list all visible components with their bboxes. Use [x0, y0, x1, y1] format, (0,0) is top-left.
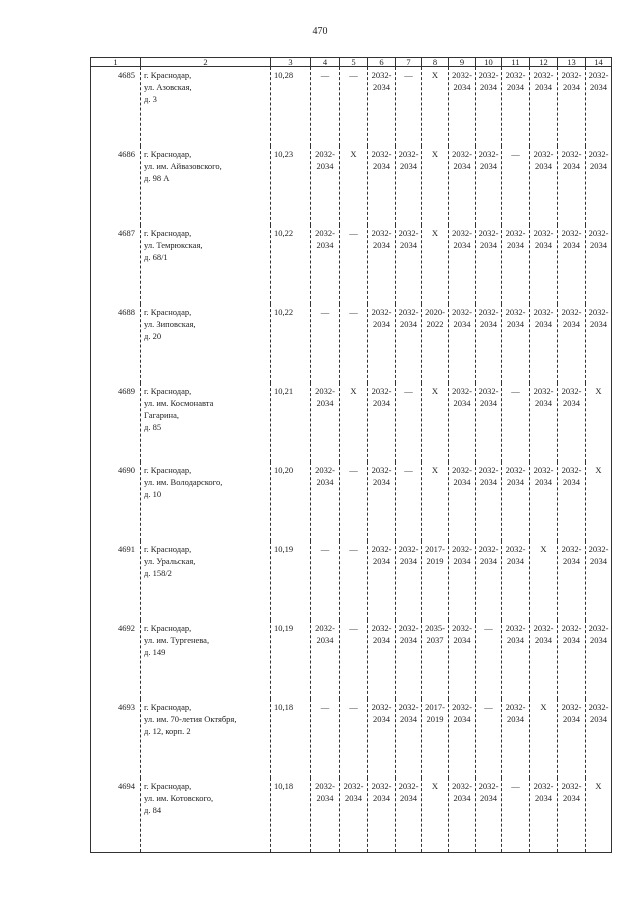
address-cell — [141, 778, 271, 853]
period-cell-col-8: X — [422, 778, 449, 853]
column-header-2: 2 — [141, 58, 271, 67]
period-cell-col-10: 2032- 2034 — [476, 383, 502, 462]
row-number: 4688 — [91, 304, 141, 383]
period-cell-col-6: 2032- 2034 — [368, 462, 396, 541]
period-cell-col-4: 2032- 2034 — [311, 778, 340, 853]
period-cell-col-9: 2032- 2034 — [449, 304, 476, 383]
period-cell-col-6: 2032- 2034 — [368, 383, 396, 462]
address-line: г. Краснодар, — [144, 623, 192, 633]
period-cell-col-8: 2017- 2019 — [422, 699, 449, 778]
address-line: д. 3 — [144, 94, 157, 104]
period-cell-col-9: 2032- 2034 — [449, 383, 476, 462]
period-cell-col-8: X — [422, 225, 449, 304]
address-cell — [141, 620, 271, 699]
period-cell-col-14: 2032- 2034 — [586, 699, 612, 778]
period-cell-col-6: 2032- 2034 — [368, 146, 396, 225]
page-number: 470 — [312, 26, 328, 37]
period-cell-col-13: 2032- 2034 — [558, 225, 586, 304]
period-cell-col-8: X — [422, 146, 449, 225]
row-number: 4686 — [91, 146, 141, 225]
address-line: ул. Азовская, — [144, 82, 192, 92]
table-row — [91, 620, 612, 699]
period-cell-col-4: — — [311, 67, 340, 147]
period-cell-col-7: — — [396, 383, 422, 462]
value-cell: 10,18 — [271, 778, 311, 853]
period-cell-col-10: 2032- 2034 — [476, 146, 502, 225]
value-cell: 10,22 — [271, 304, 311, 383]
period-cell-col-4: 2032- 2034 — [311, 462, 340, 541]
period-cell-col-11: 2032- 2034 — [502, 67, 530, 147]
period-cell-col-14: 2032- 2034 — [586, 620, 612, 699]
address-cell — [141, 225, 271, 304]
row-number: 4693 — [91, 699, 141, 778]
column-header-1: 1 — [91, 58, 141, 67]
period-cell-col-13: 2032- 2034 — [558, 67, 586, 147]
period-cell-col-8: X — [422, 383, 449, 462]
register-table — [90, 57, 612, 853]
period-cell-col-14: 2032- 2034 — [586, 225, 612, 304]
value-cell: 10,19 — [271, 541, 311, 620]
period-cell-col-5: — — [340, 620, 368, 699]
period-cell-col-10: 2032- 2034 — [476, 541, 502, 620]
period-cell-col-4: 2032- 2034 — [311, 383, 340, 462]
period-cell-col-5: X — [340, 146, 368, 225]
period-cell-col-13: 2032- 2034 — [558, 146, 586, 225]
address-line: д. 149 — [144, 647, 166, 657]
address-line: д. 98 А — [144, 173, 170, 183]
address-cell — [141, 304, 271, 383]
column-header-14: 14 — [586, 58, 612, 67]
period-cell-col-6: 2032- 2034 — [368, 304, 396, 383]
table-row — [91, 462, 612, 541]
period-cell-col-14: X — [586, 778, 612, 853]
address-line: ул. им. Айвазовского, — [144, 161, 222, 171]
column-header-6: 6 — [368, 58, 396, 67]
period-cell-col-11: 2032- 2034 — [502, 225, 530, 304]
period-cell-col-14: 2032- 2034 — [586, 541, 612, 620]
period-cell-col-9: 2032- 2034 — [449, 699, 476, 778]
period-cell-col-10: — — [476, 620, 502, 699]
value-cell: 10,22 — [271, 225, 311, 304]
period-cell-col-6: 2032- 2034 — [368, 778, 396, 853]
table-row — [91, 699, 612, 778]
address-line: ул. Темрюкская, — [144, 240, 203, 250]
address-line: г. Краснодар, — [144, 544, 192, 554]
period-cell-col-11: 2032- 2034 — [502, 541, 530, 620]
period-cell-col-4: 2032- 2034 — [311, 225, 340, 304]
row-number: 4690 — [91, 462, 141, 541]
period-cell-col-14: 2032- 2034 — [586, 304, 612, 383]
header-row — [91, 58, 612, 67]
column-header-13: 13 — [558, 58, 586, 67]
period-cell-col-13: 2032- 2034 — [558, 699, 586, 778]
period-cell-col-8: 2020- 2022 — [422, 304, 449, 383]
period-cell-col-7: 2032- 2034 — [396, 778, 422, 853]
period-cell-col-5: — — [340, 225, 368, 304]
row-number: 4692 — [91, 620, 141, 699]
table-row — [91, 383, 612, 462]
address-line: д. 158/2 — [144, 568, 172, 578]
table-row — [91, 225, 612, 304]
period-cell-col-9: 2032- 2034 — [449, 541, 476, 620]
period-cell-col-7: 2032- 2034 — [396, 699, 422, 778]
value-cell: 10,23 — [271, 146, 311, 225]
period-cell-col-11: 2032- 2034 — [502, 620, 530, 699]
address-cell — [141, 146, 271, 225]
period-cell-col-10: — — [476, 699, 502, 778]
column-header-3: 3 — [271, 58, 311, 67]
period-cell-col-7: 2032- 2034 — [396, 225, 422, 304]
period-cell-col-14: X — [586, 462, 612, 541]
table-row — [91, 67, 612, 147]
period-cell-col-12: 2032- 2034 — [530, 778, 558, 853]
address-line: г. Краснодар, — [144, 228, 192, 238]
address-line: ул. им. Тургенева, — [144, 635, 210, 645]
period-cell-col-11: 2032- 2034 — [502, 304, 530, 383]
column-header-5: 5 — [340, 58, 368, 67]
address-line: г. Краснодар, — [144, 465, 192, 475]
address-line: Гагарина, — [144, 410, 179, 420]
period-cell-col-6: 2032- 2034 — [368, 541, 396, 620]
period-cell-col-5: — — [340, 699, 368, 778]
period-cell-col-13: 2032- 2034 — [558, 541, 586, 620]
period-cell-col-9: 2032- 2034 — [449, 778, 476, 853]
address-line: ул. Уральская, — [144, 556, 196, 566]
period-cell-col-6: 2032- 2034 — [368, 67, 396, 147]
period-cell-col-5: — — [340, 541, 368, 620]
period-cell-col-5: 2032- 2034 — [340, 778, 368, 853]
address-cell — [141, 462, 271, 541]
period-cell-col-11: — — [502, 778, 530, 853]
period-cell-col-7: 2032- 2034 — [396, 146, 422, 225]
period-cell-col-13: 2032- 2034 — [558, 778, 586, 853]
period-cell-col-4: 2032- 2034 — [311, 146, 340, 225]
address-line: г. Краснодар, — [144, 307, 192, 317]
value-cell: 10,21 — [271, 383, 311, 462]
period-cell-col-9: 2032- 2034 — [449, 146, 476, 225]
period-cell-col-4: — — [311, 541, 340, 620]
column-header-11: 11 — [502, 58, 530, 67]
address-line: г. Краснодар, — [144, 781, 192, 791]
period-cell-col-7: 2032- 2034 — [396, 541, 422, 620]
period-cell-col-12: 2032- 2034 — [530, 462, 558, 541]
period-cell-col-12: 2032- 2034 — [530, 304, 558, 383]
period-cell-col-13: 2032- 2034 — [558, 620, 586, 699]
period-cell-col-13: 2032- 2034 — [558, 383, 586, 462]
column-header-10: 10 — [476, 58, 502, 67]
address-line: д. 12, корп. 2 — [144, 726, 191, 736]
period-cell-col-10: 2032- 2034 — [476, 67, 502, 147]
address-cell — [141, 699, 271, 778]
row-number: 4689 — [91, 383, 141, 462]
row-number: 4687 — [91, 225, 141, 304]
period-cell-col-8: X — [422, 67, 449, 147]
table-body — [91, 67, 612, 853]
period-cell-col-9: 2032- 2034 — [449, 67, 476, 147]
period-cell-col-11: — — [502, 146, 530, 225]
value-cell: 10,19 — [271, 620, 311, 699]
address-line: г. Краснодар, — [144, 70, 192, 80]
table-row — [91, 146, 612, 225]
address-cell — [141, 67, 271, 147]
period-cell-col-10: 2032- 2034 — [476, 304, 502, 383]
column-header-9: 9 — [449, 58, 476, 67]
period-cell-col-12: 2032- 2034 — [530, 67, 558, 147]
period-cell-col-14: 2032- 2034 — [586, 146, 612, 225]
period-cell-col-7: 2032- 2034 — [396, 620, 422, 699]
period-cell-col-8: 2035- 2037 — [422, 620, 449, 699]
column-header-12: 12 — [530, 58, 558, 67]
value-cell: 10,28 — [271, 67, 311, 147]
period-cell-col-7: — — [396, 462, 422, 541]
address-line: г. Краснодар, — [144, 702, 192, 712]
period-cell-col-10: 2032- 2034 — [476, 778, 502, 853]
period-cell-col-8: 2017- 2019 — [422, 541, 449, 620]
period-cell-col-5: X — [340, 383, 368, 462]
period-cell-col-13: 2032- 2034 — [558, 462, 586, 541]
period-cell-col-4: — — [311, 304, 340, 383]
period-cell-col-4: — — [311, 699, 340, 778]
period-cell-col-5: — — [340, 304, 368, 383]
column-header-4: 4 — [311, 58, 340, 67]
period-cell-col-5: — — [340, 67, 368, 147]
column-header-7: 7 — [396, 58, 422, 67]
period-cell-col-12: X — [530, 541, 558, 620]
row-number: 4685 — [91, 67, 141, 147]
period-cell-col-14: X — [586, 383, 612, 462]
period-cell-col-6: 2032- 2034 — [368, 699, 396, 778]
table-row — [91, 778, 612, 853]
row-number: 4694 — [91, 778, 141, 853]
period-cell-col-11: 2032- 2034 — [502, 699, 530, 778]
period-cell-col-11: — — [502, 383, 530, 462]
period-cell-col-11: 2032- 2034 — [502, 462, 530, 541]
period-cell-col-8: X — [422, 462, 449, 541]
address-cell — [141, 541, 271, 620]
table-row — [91, 541, 612, 620]
address-line: д. 20 — [144, 331, 162, 341]
period-cell-col-13: 2032- 2034 — [558, 304, 586, 383]
period-cell-col-12: 2032- 2034 — [530, 383, 558, 462]
address-cell — [141, 383, 271, 462]
value-cell: 10,18 — [271, 699, 311, 778]
period-cell-col-6: 2032- 2034 — [368, 620, 396, 699]
period-cell-col-6: 2032- 2034 — [368, 225, 396, 304]
row-number: 4691 — [91, 541, 141, 620]
address-line: г. Краснодар, — [144, 149, 192, 159]
address-line: ул. им. Володарского, — [144, 477, 223, 487]
period-cell-col-10: 2032- 2034 — [476, 462, 502, 541]
address-line: г. Краснодар, — [144, 386, 192, 396]
period-cell-col-12: 2032- 2034 — [530, 225, 558, 304]
address-line: д. 84 — [144, 805, 162, 815]
address-line: ул. Зиповская, — [144, 319, 196, 329]
period-cell-col-9: 2032- 2034 — [449, 225, 476, 304]
period-cell-col-4: 2032- 2034 — [311, 620, 340, 699]
address-line: д. 68/1 — [144, 252, 168, 262]
period-cell-col-10: 2032- 2034 — [476, 225, 502, 304]
period-cell-col-12: X — [530, 699, 558, 778]
period-cell-col-9: 2032- 2034 — [449, 620, 476, 699]
table-row — [91, 304, 612, 383]
period-cell-col-5: — — [340, 462, 368, 541]
period-cell-col-7: — — [396, 67, 422, 147]
value-cell: 10,20 — [271, 462, 311, 541]
address-line: ул. им. 70-летия Октября, — [144, 714, 237, 724]
address-line: ул. им. Котовского, — [144, 793, 214, 803]
period-cell-col-9: 2032- 2034 — [449, 462, 476, 541]
period-cell-col-7: 2032- 2034 — [396, 304, 422, 383]
address-line: д. 10 — [144, 489, 162, 499]
column-header-8: 8 — [422, 58, 449, 67]
period-cell-col-12: 2032- 2034 — [530, 146, 558, 225]
address-line: д. 85 — [144, 422, 162, 432]
address-line: ул. им. Космонавта — [144, 398, 214, 408]
period-cell-col-14: 2032- 2034 — [586, 67, 612, 147]
period-cell-col-12: 2032- 2034 — [530, 620, 558, 699]
